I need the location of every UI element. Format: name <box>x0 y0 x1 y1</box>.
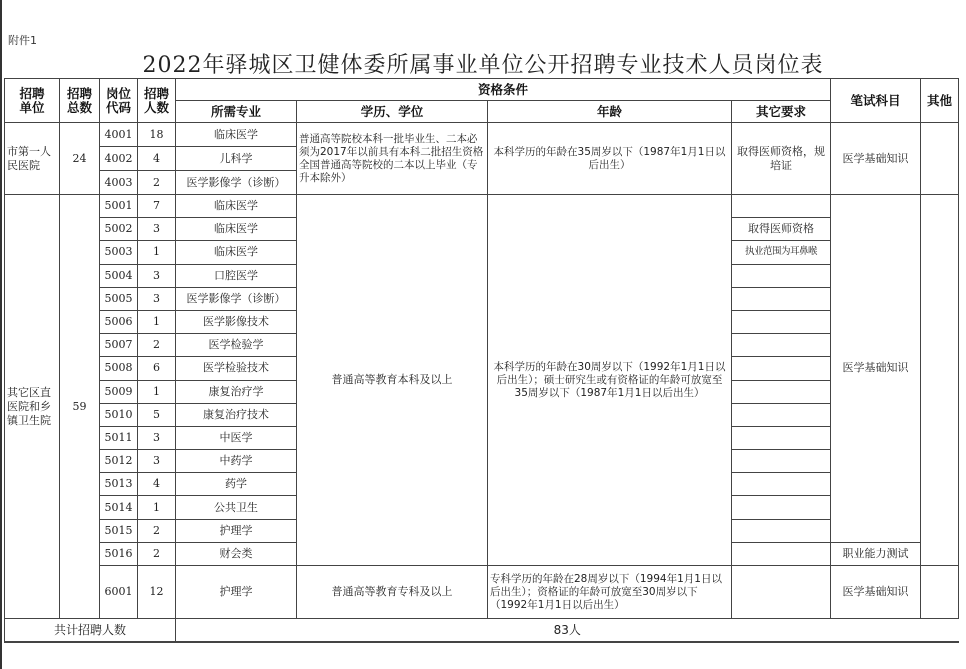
other-req-cell <box>732 334 831 357</box>
count-cell: 3 <box>138 218 176 241</box>
total-label: 共计招聘人数 <box>5 619 176 643</box>
other-req-cell: 执业范围为耳鼻喉 <box>732 241 831 264</box>
total-cell: 59 <box>60 195 100 619</box>
major-cell: 医学检验学 <box>176 334 297 357</box>
other-req-cell <box>732 450 831 473</box>
age-cell: 专科学历的年龄在28周岁以下（1994年1月1日以后出生）；资格证的年龄可放宽至30周岁以下（1992年1月1日以后出生） <box>488 566 732 619</box>
major-cell: 口腔医学 <box>176 264 297 287</box>
code-cell: 5014 <box>100 496 138 519</box>
code-cell: 5007 <box>100 334 138 357</box>
code-cell: 5005 <box>100 287 138 310</box>
count-cell: 3 <box>138 287 176 310</box>
code-cell: 4002 <box>100 147 138 171</box>
count-cell: 2 <box>138 334 176 357</box>
header-unit: 招聘 单位 <box>5 79 60 123</box>
exam-cell: 医学基础知识 <box>831 566 921 619</box>
education-cell: 普通高等教育本科及以上 <box>297 195 488 566</box>
count-cell: 12 <box>138 566 176 619</box>
other-req-cell <box>732 403 831 426</box>
code-cell: 5015 <box>100 519 138 542</box>
total-cell: 24 <box>60 123 100 195</box>
major-cell: 护理学 <box>176 566 297 619</box>
table-row <box>5 195 959 218</box>
major-cell: 医学影像技术 <box>176 310 297 333</box>
header-other-req: 其它要求 <box>732 101 831 123</box>
header-education: 学历、学位 <box>297 101 488 123</box>
total-value: 83人 <box>176 619 959 643</box>
code-cell: 6001 <box>100 566 138 619</box>
other-req-cell: 取得医师资格 <box>732 218 831 241</box>
major-cell: 中医学 <box>176 426 297 449</box>
code-cell: 5003 <box>100 241 138 264</box>
left-border <box>0 0 2 669</box>
count-cell: 4 <box>138 147 176 171</box>
code-cell: 5008 <box>100 357 138 380</box>
major-cell: 临床医学 <box>176 218 297 241</box>
count-cell: 3 <box>138 264 176 287</box>
other-req-cell <box>732 287 831 310</box>
major-cell: 临床医学 <box>176 123 297 147</box>
count-cell: 1 <box>138 310 176 333</box>
count-cell: 3 <box>138 450 176 473</box>
table-row <box>5 566 959 619</box>
other-req-cell <box>732 426 831 449</box>
major-cell: 医学检验技术 <box>176 357 297 380</box>
other-req-cell: 取得医师资格，规培证 <box>732 123 831 195</box>
code-cell: 5004 <box>100 264 138 287</box>
header-count: 招聘 人数 <box>138 79 176 123</box>
header-exam: 笔试科目 <box>831 79 921 123</box>
code-cell: 5011 <box>100 426 138 449</box>
major-cell: 药学 <box>176 473 297 496</box>
code-cell: 5009 <box>100 380 138 403</box>
count-cell: 6 <box>138 357 176 380</box>
other-req-cell <box>732 357 831 380</box>
unit-cell: 其它区直医院和乡镇卫生院 <box>5 195 60 619</box>
count-cell: 1 <box>138 241 176 264</box>
other-req-cell <box>732 496 831 519</box>
code-cell: 5001 <box>100 195 138 218</box>
other-req-cell <box>732 195 831 218</box>
major-cell: 财会类 <box>176 542 297 565</box>
other-req-cell <box>732 310 831 333</box>
recruitment-table <box>4 78 959 643</box>
page-title: 2022年驿城区卫健体委所属事业单位公开招聘专业技术人员岗位表 <box>142 53 824 78</box>
other-req-cell <box>732 519 831 542</box>
count-cell: 1 <box>138 380 176 403</box>
header-row-1 <box>5 79 959 101</box>
other-req-cell <box>732 473 831 496</box>
exam-cell: 职业能力测试 <box>831 542 921 565</box>
other-req-cell <box>732 542 831 565</box>
header-total: 招聘 总数 <box>60 79 100 123</box>
code-cell: 5012 <box>100 450 138 473</box>
major-cell: 公共卫生 <box>176 496 297 519</box>
attachment-label: 附件1 <box>8 34 37 47</box>
major-cell: 临床医学 <box>176 241 297 264</box>
age-cell: 本科学历的年龄在35周岁以下（1987年1月1日以后出生） <box>488 123 732 195</box>
unit-cell: 市第一人民医院 <box>5 123 60 195</box>
major-cell: 康复治疗学 <box>176 380 297 403</box>
count-cell: 5 <box>138 403 176 426</box>
major-cell: 临床医学 <box>176 195 297 218</box>
count-cell: 3 <box>138 426 176 449</box>
code-cell: 5002 <box>100 218 138 241</box>
code-cell: 5006 <box>100 310 138 333</box>
major-cell: 康复治疗技术 <box>176 403 297 426</box>
other-req-cell <box>732 264 831 287</box>
age-cell: 本科学历的年龄在30周岁以下（1992年1月1日以后出生）；硕士研究生或有资格证的年龄可放宽至35周岁以下（1987年1月1日以后出生） <box>488 195 732 566</box>
code-cell: 4003 <box>100 171 138 195</box>
other-req-cell <box>732 380 831 403</box>
code-cell: 5010 <box>100 403 138 426</box>
count-cell: 2 <box>138 171 176 195</box>
code-cell: 4001 <box>100 123 138 147</box>
others-cell <box>921 195 959 566</box>
table-row <box>5 123 959 147</box>
exam-cell: 医学基础知识 <box>831 123 921 195</box>
major-cell: 护理学 <box>176 519 297 542</box>
education-cell: 普通高等教育专科及以上 <box>297 566 488 619</box>
count-cell: 2 <box>138 542 176 565</box>
code-cell: 5013 <box>100 473 138 496</box>
header-qualifications: 资格条件 <box>176 79 831 101</box>
major-cell: 医学影像学（诊断） <box>176 287 297 310</box>
major-cell: 医学影像学（诊断） <box>176 171 297 195</box>
total-row <box>5 619 959 643</box>
count-cell: 7 <box>138 195 176 218</box>
count-cell: 2 <box>138 519 176 542</box>
count-cell: 18 <box>138 123 176 147</box>
major-cell: 中药学 <box>176 450 297 473</box>
education-cell: 普通高等院校本科一批毕业生、二本必须为2017年以前具有本科二批招生资格全国普通高等院校的二本以上毕业（专升本除外） <box>297 123 488 195</box>
code-cell: 5016 <box>100 542 138 565</box>
header-code: 岗位 代码 <box>100 79 138 123</box>
other-req-cell <box>732 566 831 619</box>
header-age: 年龄 <box>488 101 732 123</box>
count-cell: 1 <box>138 496 176 519</box>
exam-cell: 医学基础知识 <box>831 195 921 543</box>
count-cell: 4 <box>138 473 176 496</box>
header-others: 其他 <box>921 79 959 123</box>
major-cell: 儿科学 <box>176 147 297 171</box>
header-major: 所需专业 <box>176 101 297 123</box>
others-cell <box>921 123 959 195</box>
others-cell <box>921 566 959 619</box>
